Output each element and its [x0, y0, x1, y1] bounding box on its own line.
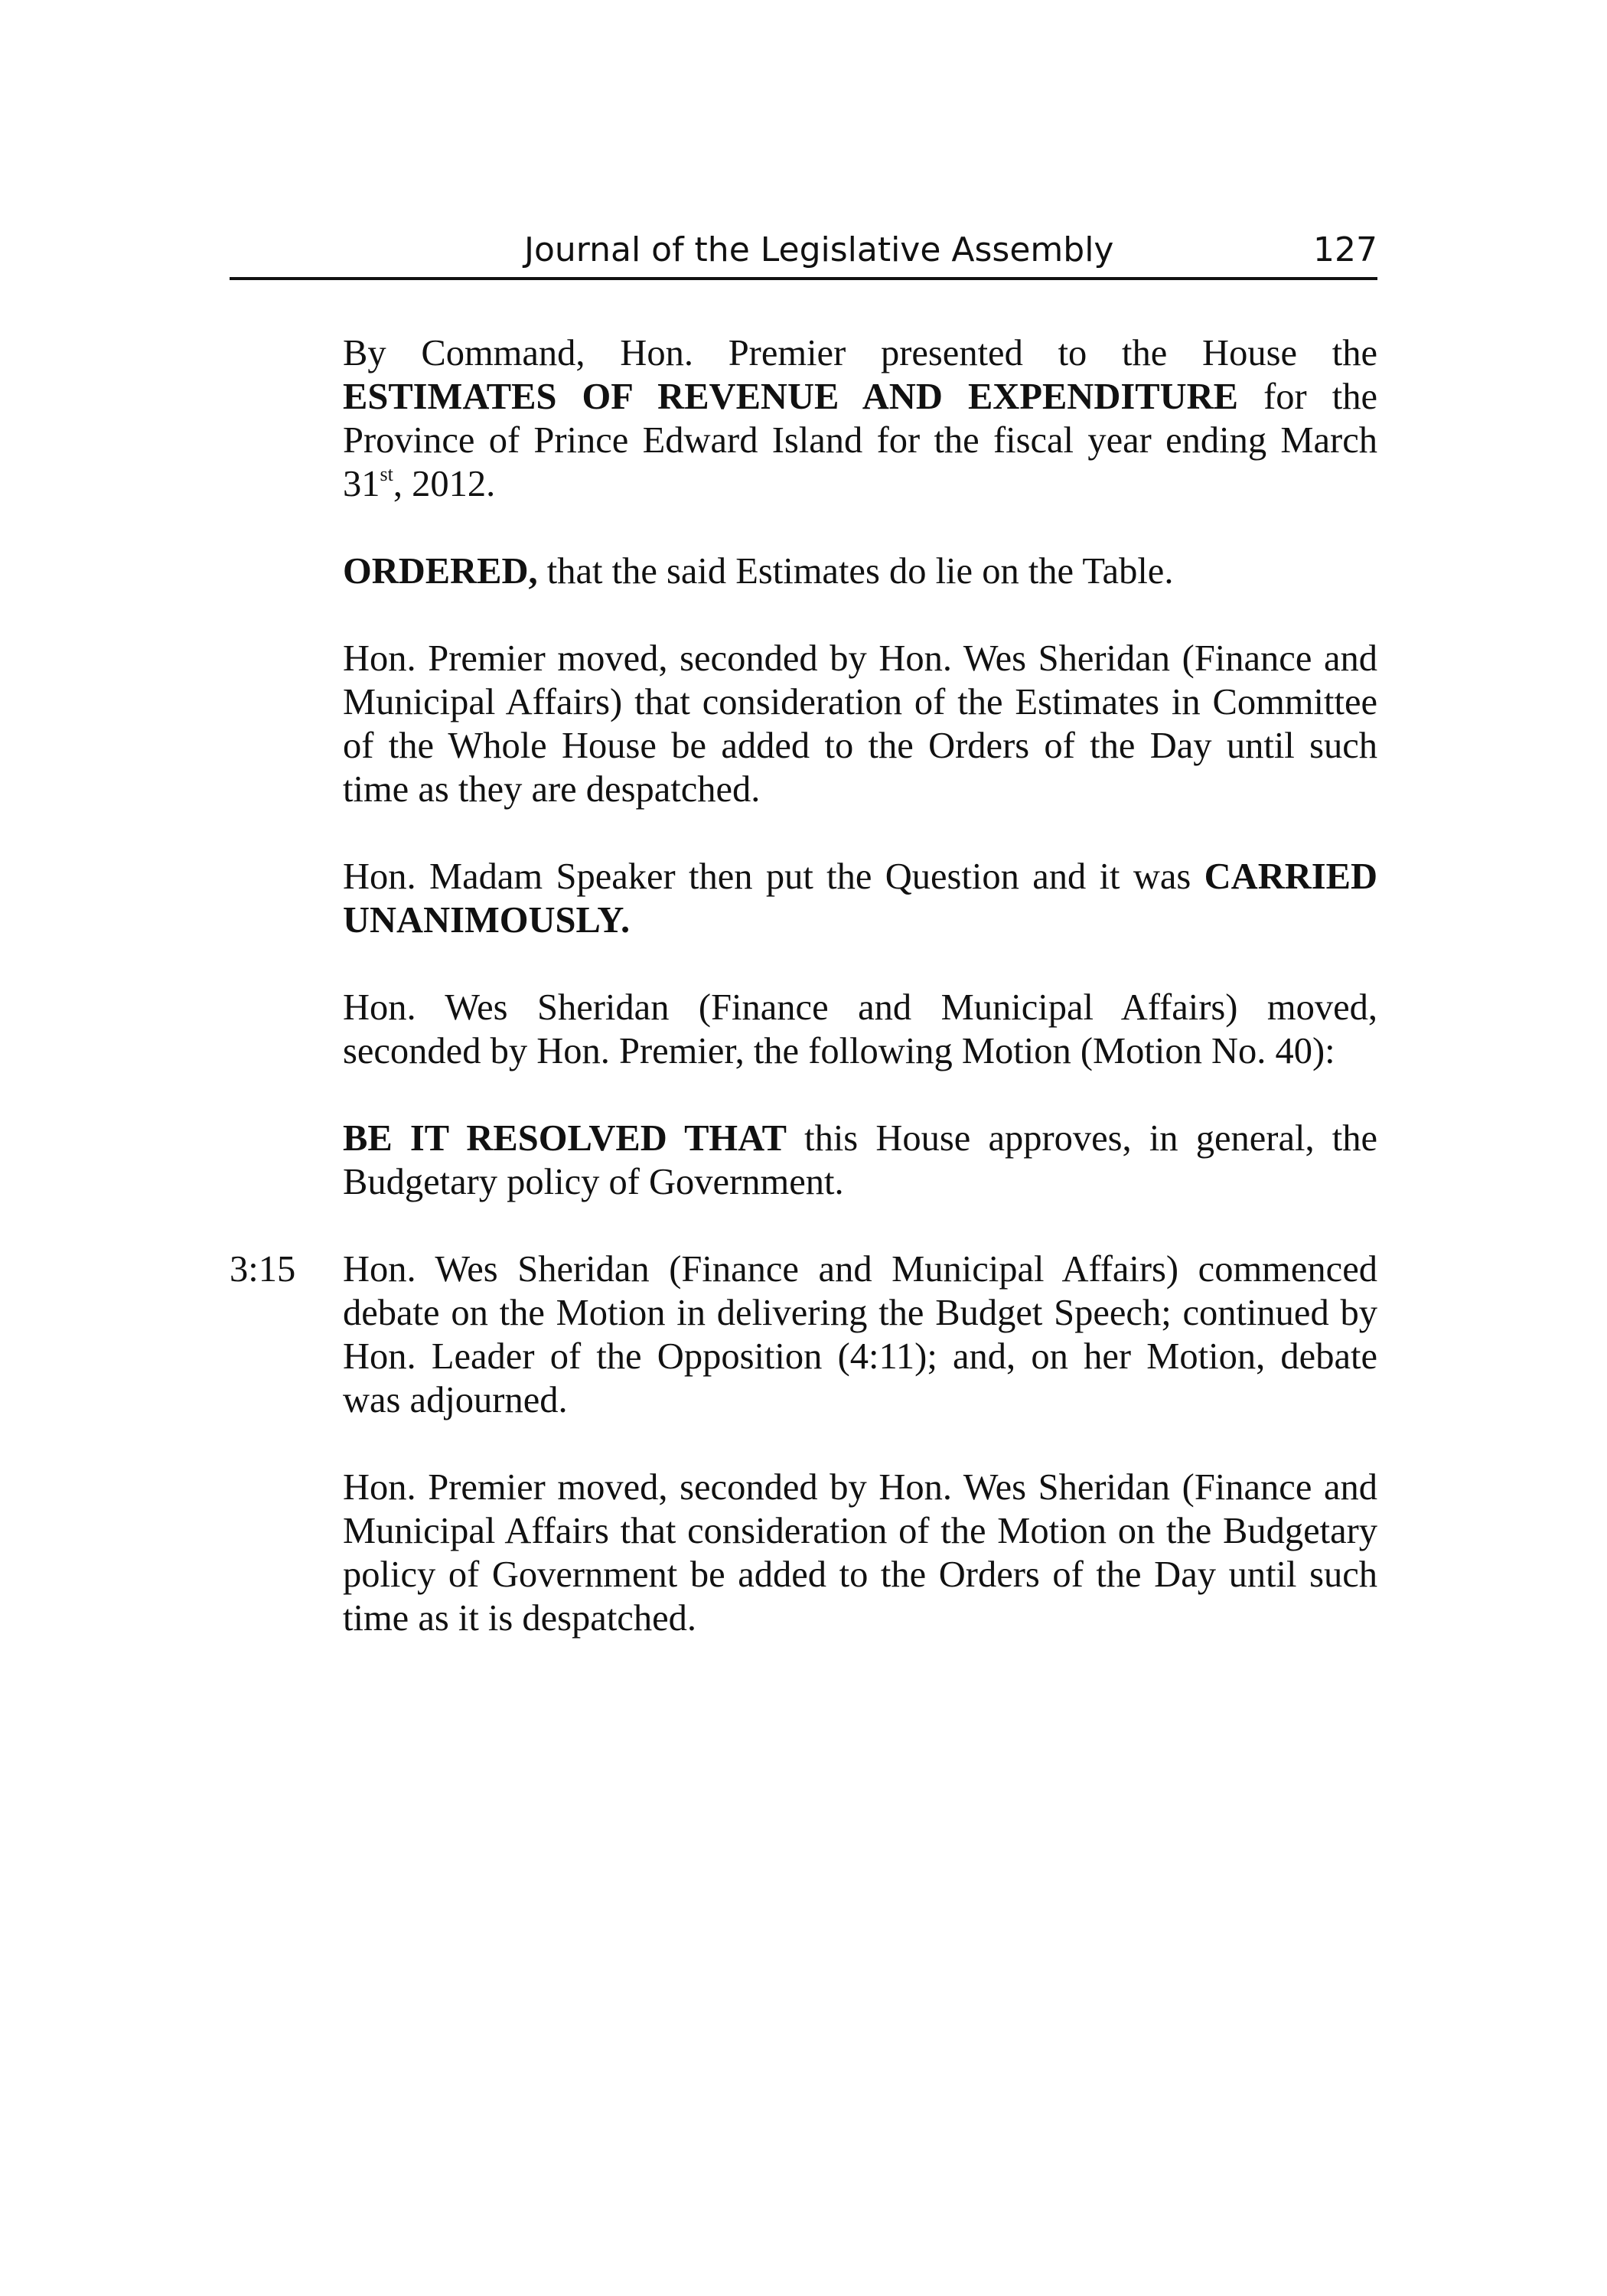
ordinal-suffix: st: [380, 463, 393, 485]
text-run: , 2012.: [393, 464, 496, 504]
text-run: Hon. Premier moved, seconded by Hon. Wes Sheridan (Finance and Municipal Affairs) that consideration of the Estimates in Committee of the Whole House be added to the Orders of the Day until such time as they are despatched.: [343, 638, 1377, 810]
bold-carried-unanimously: CARRIED UNANIMOUSLY.: [343, 856, 1377, 941]
text-run: Hon. Madam Speaker then put the Question and it was: [343, 856, 1204, 897]
bold-ordered: ORDERED,: [343, 551, 538, 592]
paragraph-motion-40: [343, 986, 1377, 1073]
text-run: Hon. Premier moved, seconded by Hon. Wes Sheridan (Finance and Municipal Affairs that consideration of the Motion on the Budgetary policy of Government be added to the Orders of the Day until such time as it is despatched.: [343, 1467, 1377, 1639]
text-run: that the said Estimates do lie on the Table.: [537, 551, 1174, 592]
text-run: Hon. Wes Sheridan (Finance and Municipal Affairs) commenced debate on the Motion in delivering the Budget Speech; continued by Hon. Leader of the Opposition (4:11); and, on her Motion, debate was adjourned.: [343, 1249, 1377, 1420]
paragraph-estimates-presented: [343, 331, 1377, 506]
paragraph-question-carried: [343, 855, 1377, 942]
paragraph-budget-speech: [230, 1247, 1377, 1422]
bold-be-it-resolved: BE IT RESOLVED THAT: [343, 1118, 787, 1159]
running-header: [230, 230, 1377, 280]
time-stamp: 3:15: [230, 1249, 296, 1290]
paragraph-resolution: [343, 1117, 1377, 1204]
journal-body: [230, 331, 1377, 1684]
paragraph-ordered: [343, 550, 1377, 593]
bold-estimates-title: ESTIMATES OF REVENUE AND EXPENDITURE: [343, 377, 1238, 417]
text-run: Hon. Wes Sheridan (Finance and Municipal Affairs) moved, seconded by Hon. Premier, the following Motion (Motion No. 40):: [343, 987, 1377, 1071]
running-title: Journal of the Legislative Assembly: [524, 230, 1114, 269]
text-run: for the Province of Prince Edward Island for the fiscal year ending March 31: [343, 377, 1377, 504]
paragraph-estimates-motion: [343, 637, 1377, 811]
paragraph-budgetary-policy-motion: [343, 1466, 1377, 1640]
text-run: this House approves, in general, the Budgetary policy of Government.: [343, 1118, 1377, 1202]
page-number: 127: [1313, 230, 1377, 269]
text-run: By Command, Hon. Premier presented to the House the: [343, 333, 1377, 373]
